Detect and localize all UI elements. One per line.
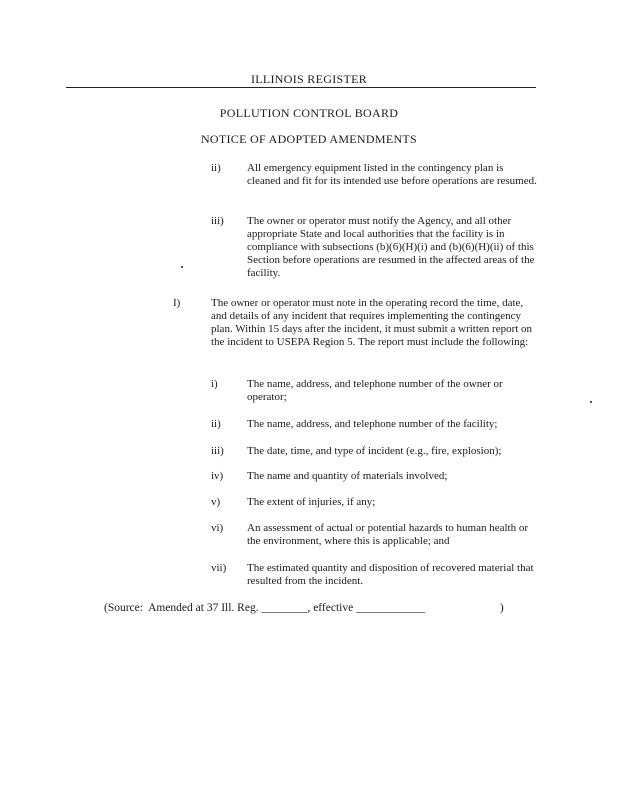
sub-item-number: ii) xyxy=(211,418,221,430)
sub-item-number: v) xyxy=(211,496,221,508)
sub-item-number: iii) xyxy=(211,445,224,457)
notice-title: NOTICE OF ADOPTED AMENDMENTS xyxy=(200,132,418,146)
sub-item-number: i) xyxy=(211,378,218,390)
item-number: I) xyxy=(173,297,181,309)
sub-item-number: iv) xyxy=(211,470,224,482)
register-header: ILLINOIS REGISTER xyxy=(250,72,368,86)
sub-item-number: vi) xyxy=(211,522,224,534)
header-rule xyxy=(66,87,536,88)
source-note: (Source: Amended at 37 Ill. Reg. ________, effective ____________ ) xyxy=(104,602,504,614)
item-text: All emergency equipment listed in the contingency plan is cleaned and fit for its intended use before operations are resumed. xyxy=(247,162,537,187)
sub-item-text: The name, address, and telephone number of the owner or operator; xyxy=(247,378,503,403)
sub-item-text: The name and quantity of materials involved; xyxy=(247,470,448,482)
scan-speck xyxy=(181,266,183,268)
sub-item-number: vii) xyxy=(211,562,227,574)
item-text: The owner or operator must note in the operating record the time, date, and details of any incident that requires implementing the contingency plan. Within 15 days after the incident, it must submit a written report on the incident to USEPA Region 5. The report must include the following: xyxy=(211,297,533,348)
item-number: ii) xyxy=(211,162,221,174)
sub-item-text: The name, address, and telephone number of the facility; xyxy=(247,418,498,430)
sub-item-text: An assessment of actual or potential hazards to human health or the environment, where this is applicable; and xyxy=(247,522,529,547)
board-name: POLLUTION CONTROL BOARD xyxy=(219,106,399,120)
sub-item-text: The estimated quantity and disposition of recovered material that resulted from the incident. xyxy=(247,562,534,587)
item-text: The owner or operator must notify the Agency, and all other appropriate State and local authorities that the facility is in compliance with subsections (b)(6)(H)(i) and (b)(6)(H)(ii) of this Section before operations are resumed in the affected areas of the facility. xyxy=(247,215,535,279)
item-number: iii) xyxy=(211,215,224,227)
sub-item-text: The extent of injuries, if any; xyxy=(247,496,376,508)
sub-item-text: The date, time, and type of incident (e.g., fire, explosion); xyxy=(247,445,502,457)
scan-speck xyxy=(590,401,592,403)
